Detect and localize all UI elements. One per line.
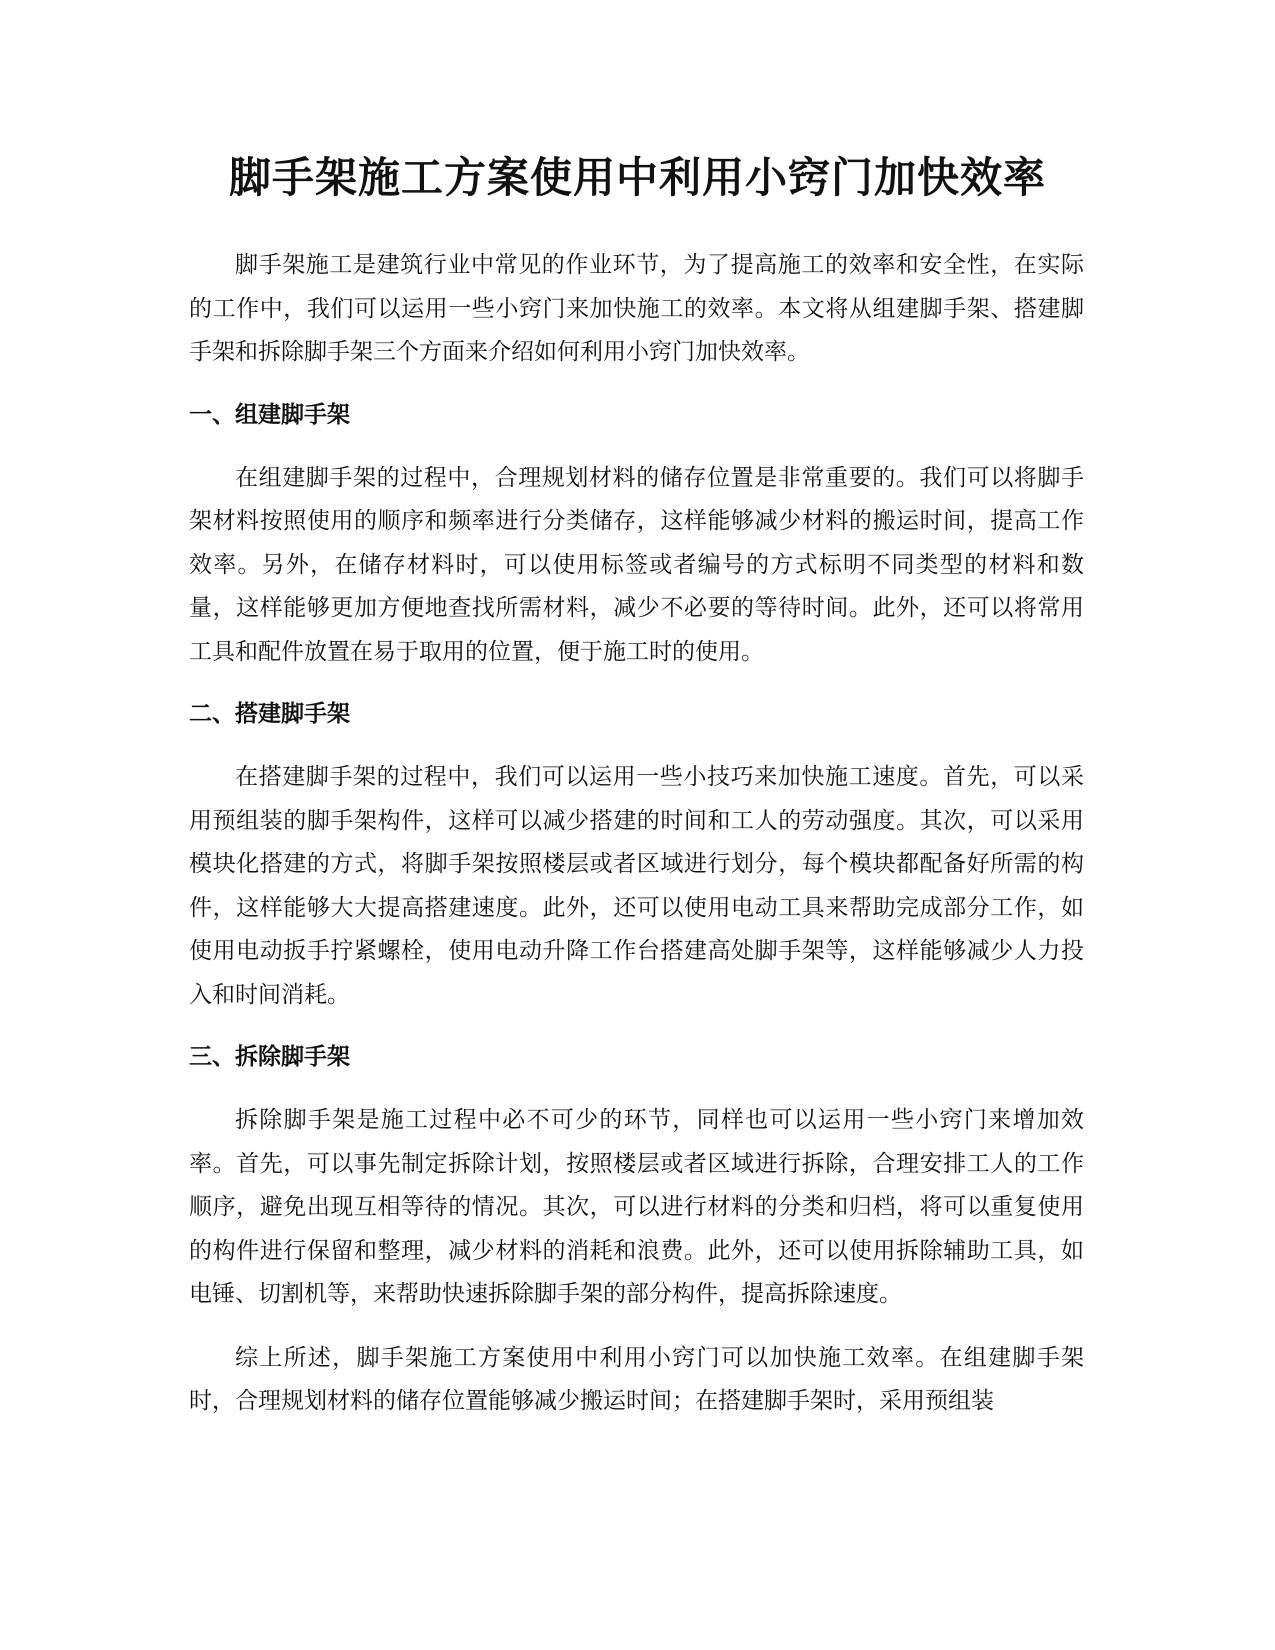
section-body-3: 拆除脚手架是施工过程中必不可少的环节，同样也可以运用一些小窍门来增加效率。首先，可以事先制定拆除计划，按照楼层或者区域进行拆除，合理安排工人的工作顺序，避免出现互相等待的情况。其次，可以进行材料的分类和归档，将可以重复使用的构件进行保留和整理，减少材料的消耗和浪费。此外，还可以使用拆除辅助工具，如电锤、切割机等，来帮助快速拆除脚手架的部分构件，提高拆除速度。 xyxy=(189,1107,1084,1307)
section-heading-2: 二、搭建脚手架 xyxy=(189,701,350,727)
document-title: 脚手架施工方案使用中利用小窍门加快效率 xyxy=(228,153,1046,202)
conclusion-paragraph: 综上所述，脚手架施工方案使用中利用小窍门可以加快施工效率。在组建脚手架时，合理规划材料的储存位置能够减少搬运时间；在搭建脚手架时，采用预组装 xyxy=(189,1344,1084,1414)
section-body-1: 在组建脚手架的过程中，合理规划材料的储存位置是非常重要的。我们可以将脚手架材料按照使用的顺序和频率进行分类储存，这样能够减少材料的搬运时间，提高工作效率。另外，在储存材料时，可以使用标签或者编号的方式标明不同类型的材料和数量，这样能够更加方便地查找所需材料，减少不必要的等待时间。此外，还可以将常用工具和配件放置在易于取用的位置，便于施工时的使用。 xyxy=(189,464,1084,665)
section-heading-3: 三、拆除脚手架 xyxy=(189,1044,350,1070)
section-body-2: 在搭建脚手架的过程中，我们可以运用一些小技巧来加快施工速度。首先，可以采用预组装的脚手架构件，这样可以减少搭建的时间和工人的劳动强度。其次，可以采用模块化搭建的方式，将脚手架按照楼层或者区域进行划分，每个模块都配备好所需的构件，这样能够大大提高搭建速度。此外，还可以使用电动工具来帮助完成部分工作，如使用电动扳手拧紧螺栓，使用电动升降工作台搭建高处脚手架等，这样能够减少人力投入和时间消耗。 xyxy=(189,764,1084,1008)
section-heading-1: 一、组建脚手架 xyxy=(189,401,350,428)
document-body xyxy=(189,244,1084,1424)
intro-paragraph: 脚手架施工是建筑行业中常见的作业环节，为了提高施工的效率和安全性，在实际的工作中，我们可以运用一些小窍门来加快施工的效率。本文将从组建脚手架、搭建脚手架和拆除脚手架三个方面来介绍如何利用小窍门加快效率。 xyxy=(189,252,1084,365)
